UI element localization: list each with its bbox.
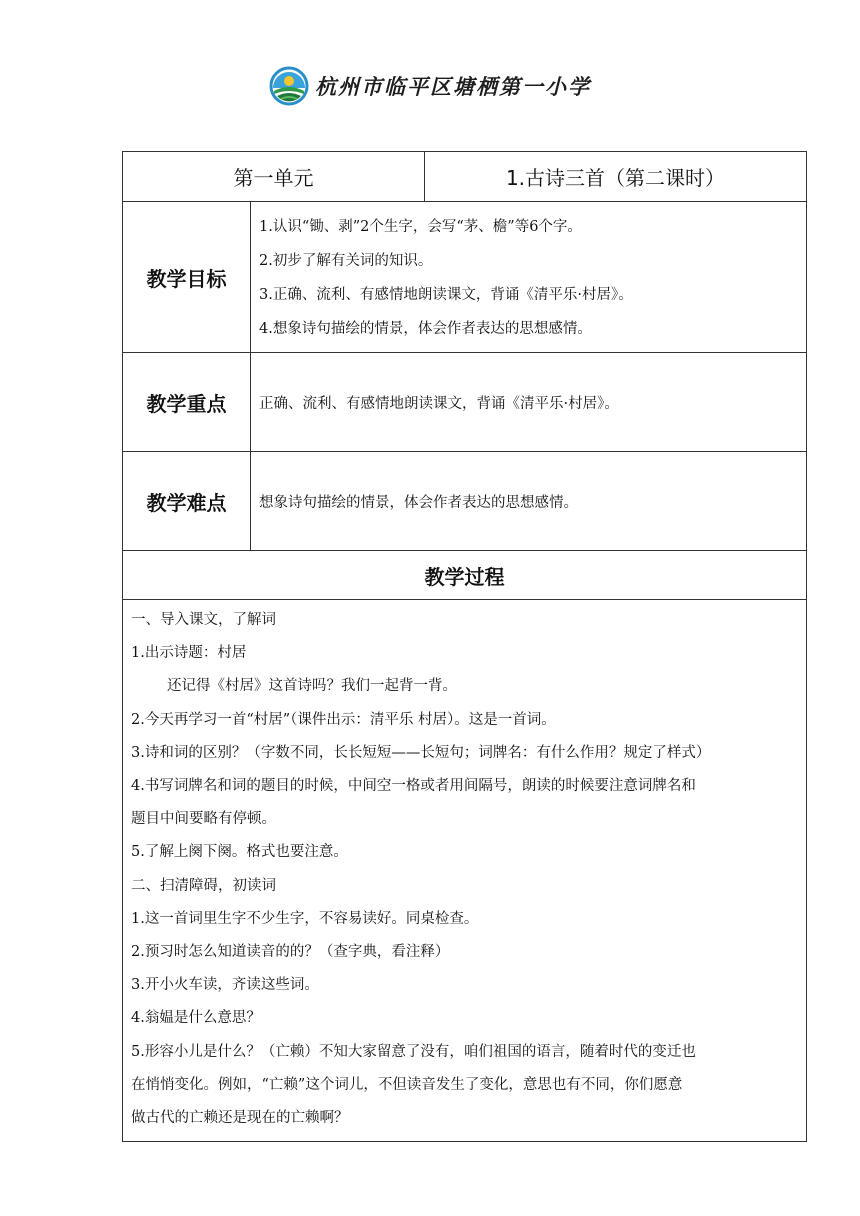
process-line: 2.预习时怎么知道读音的的？（查字典，看注释） (131, 944, 450, 961)
process-line: 3.诗和词的区别？（字数不同，长长短短——长短句；词牌名：有什么作用？规定了样式） (131, 744, 711, 761)
process-line: 4.翁媪是什么意思？ (131, 1010, 261, 1027)
goal-item: 4.想象诗句描绘的情景，体会作者表达的思想感情。 (259, 321, 592, 337)
difficulty-text: 想象诗句描绘的情景，体会作者表达的思想感情。 (251, 452, 807, 551)
process-line: 题目中间要略有停顿。 (131, 811, 276, 828)
goal-item: 1.认识“锄、剥”2个生字，会写“茅、檐”等6个字。 (259, 219, 582, 235)
key-point-text: 正确、流利、有感情地朗读课文，背诵《清平乐·村居》。 (251, 353, 807, 452)
process-line: 1.出示诗题：村居 (131, 645, 247, 662)
key-point-label: 教学重点 (123, 353, 251, 452)
process-line: 一、导入课文，了解词 (131, 612, 276, 628)
process-line: 做古代的亡赖还是现在的亡赖啊？ (131, 1110, 349, 1127)
page-header (0, 64, 860, 108)
lesson-title: 1.古诗三首（第二课时） (425, 152, 807, 202)
goal-item: 3.正确、流利、有感情地朗读课文，背诵《清平乐·村居》。 (259, 287, 633, 303)
goal-item: 2.初步了解有关词的知识。 (259, 253, 433, 269)
process-line: 3.开小火车读，齐读这些词。 (131, 977, 319, 994)
school-name: 杭州市临平区塘栖第一小学 (315, 75, 591, 99)
goals-label: 教学目标 (123, 202, 251, 353)
unit-title: 第一单元 (123, 152, 425, 202)
process-line: 在悄悄变化。例如，“亡赖”这个词儿，不但读音发生了变化，意思也有不同，你们愿意 (131, 1076, 683, 1093)
school-logo-icon (269, 66, 309, 106)
difficulty-label: 教学难点 (123, 452, 251, 551)
process-title: 教学过程 (123, 551, 807, 600)
process-line: 二、扫清障碍，初读词 (131, 877, 276, 894)
process-line: 4.书写词牌名和词的题目的时候，中间空一格或者用间隔号，朗读的时候要注意词牌名和 (131, 778, 696, 795)
process-line: 5.了解上阕下阕。格式也要注意。 (131, 844, 348, 861)
process-line: 2.今天再学习一首“村居”（课件出示：清平乐 村居）。这是一首词。 (131, 711, 556, 728)
goals-content (251, 202, 807, 353)
process-line: 1.这一首词里生字不少生字，不容易读好。同桌检查。 (131, 910, 479, 927)
process-line: 5.形容小儿是什么？（亡赖）不知大家留意了没有，咱们祖国的语言，随着时代的变迁也 (131, 1043, 696, 1060)
lesson-plan-table (122, 151, 807, 1142)
process-line: 还记得《村居》这首诗吗？我们一起背一背。 (167, 678, 457, 695)
process-content (123, 600, 807, 1142)
